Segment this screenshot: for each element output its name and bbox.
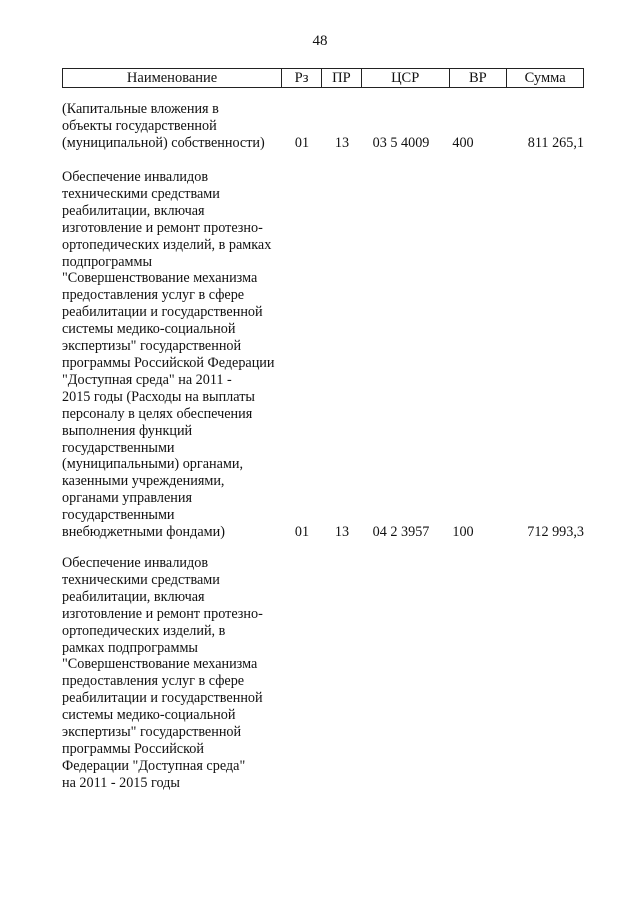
header-csr: ЦСР — [362, 69, 450, 87]
row-csr: 03 5 4009 — [372, 134, 430, 151]
row-name: (Капитальные вложения в объекты государственной (муниципальной) собственности) — [62, 101, 265, 151]
header-pr: ПР — [322, 69, 362, 87]
row-rz: 01 — [294, 524, 310, 541]
page-number: 48 — [312, 33, 328, 49]
row-name: Обеспечение инвалидов техническими средствами реабилитации, включая изготовление и ремонт протезно- ортопедических изделий, в рамках подпрограммы "Совершенствование механизма предоставления услуг в сфере реабилитации и государственной системы медико-социальной экспертизы" государственной программы Российской Федерации "Доступная среда" на 2011 - 2015 годы (Расходы на выплаты персоналу в целях обеспечения выполнения функций государственными (муниципальными) органами, казенными учреждениями, органами управления государственными внебюджетными фондами) — [62, 169, 275, 541]
table-row — [62, 101, 584, 152]
header-name: Наименование — [63, 69, 282, 87]
row-csr: 04 2 3957 — [372, 524, 430, 541]
table-header — [62, 68, 584, 88]
header-rz: Рз — [282, 69, 322, 87]
row-vr: 400 — [452, 134, 474, 151]
row-pr: 13 — [334, 134, 350, 151]
header-sum: Сумма — [524, 69, 566, 86]
row-name: Обеспечение инвалидов техническими средствами реабилитации, включая изготовление и ремонт протезно- ортопедических изделий, в рамках подпрограммы "Совершенствование механизма предоставления услуг в сфере реабилитации и государственной системы медико-социальной экспертизы" государственной программы Российской Федерации "Доступная среда" на 2011 - 2015 годы — [62, 555, 263, 791]
row-vr: 100 — [452, 524, 474, 541]
row-sum: 712 993,3 — [527, 524, 584, 541]
row-sum: 811 265,1 — [527, 134, 584, 151]
row-rz: 01 — [294, 134, 310, 151]
table-row — [62, 555, 584, 792]
table-row — [62, 169, 584, 541]
row-pr: 13 — [334, 524, 350, 541]
header-vr: ВР — [450, 69, 508, 87]
